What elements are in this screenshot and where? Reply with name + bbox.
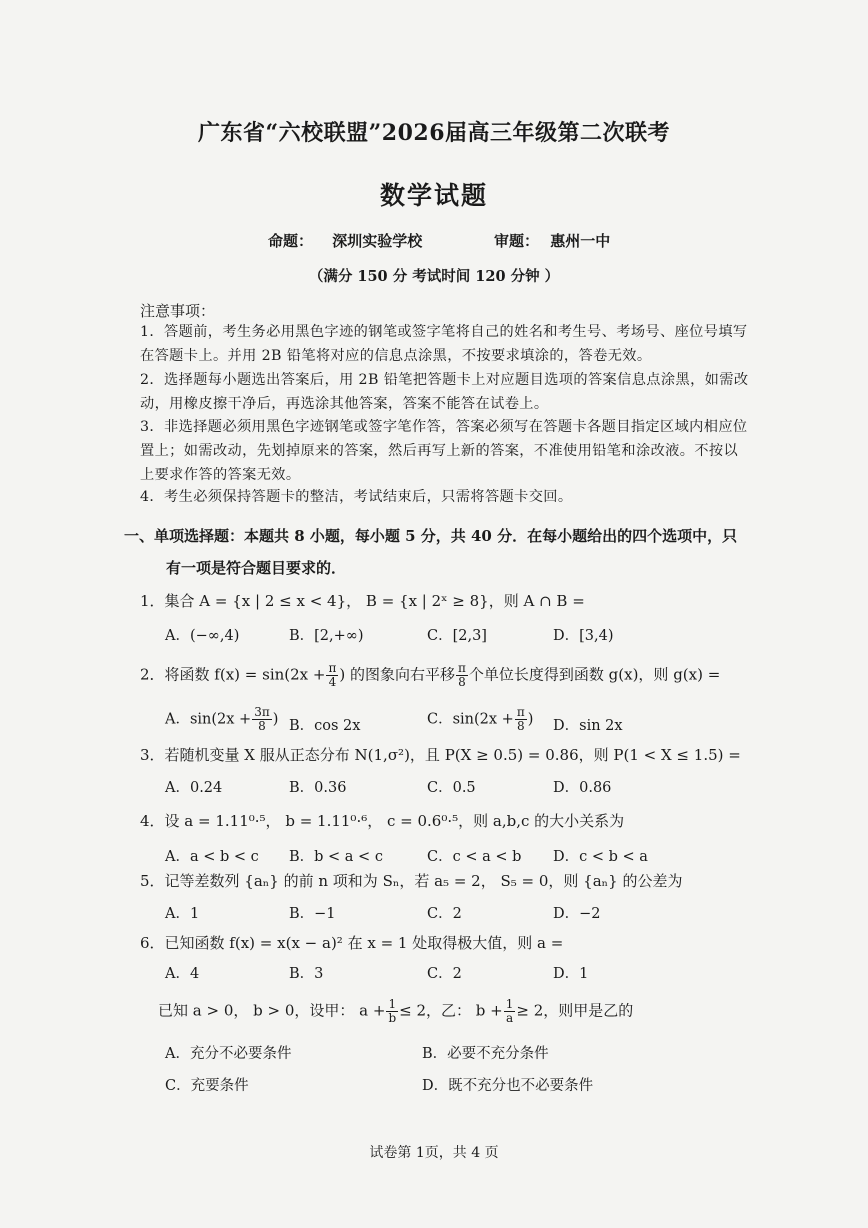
author-label: 命题： bbox=[268, 232, 314, 250]
option-a: A．1 bbox=[165, 906, 200, 922]
section-heading-line2: 有一项是符合题目要求的． bbox=[166, 559, 347, 577]
option-b: B．0.36 bbox=[289, 780, 347, 796]
option-b: B．b < a < c bbox=[289, 849, 383, 865]
fraction bbox=[386, 998, 398, 1025]
option-c: C．c < a < b bbox=[427, 849, 522, 865]
frac-den: a bbox=[505, 1011, 514, 1025]
notice-item: 2．选择题每小题选出答案后，用 2B 铅笔把答题卡上对应题目选项的答案信息点涂黑，如需改动，用橡皮擦干净后，再选涂其他答案，答案不能答在试卷上。 bbox=[140, 372, 749, 412]
notice-heading: 注意事项： bbox=[140, 302, 216, 320]
option-a bbox=[165, 706, 278, 733]
notice-item: 4．考生必须保持答题卡的整洁，考试结束后，只需将答题卡交回。 bbox=[140, 489, 573, 505]
option-d: D．既不充分也不必要条件 bbox=[422, 1078, 594, 1094]
frac-num: π bbox=[516, 705, 525, 719]
option-c: C．2 bbox=[427, 906, 462, 922]
section-heading bbox=[124, 520, 754, 584]
reviewer-line bbox=[494, 230, 610, 251]
option-text: C．sin(2x + bbox=[427, 711, 514, 728]
exam-title: 广东省“六校联盟”2026届高三年级第二次联考 bbox=[197, 120, 671, 146]
stem-text: 个单位长度得到函数 g(x)，则 g(x) = bbox=[468, 665, 721, 684]
option-d: D．1 bbox=[553, 966, 589, 982]
option-b: B．cos 2x bbox=[289, 718, 361, 734]
fraction bbox=[515, 706, 527, 733]
fraction bbox=[252, 706, 272, 733]
option-c bbox=[427, 706, 533, 733]
author-line bbox=[268, 230, 422, 251]
option-d: D．c < b < a bbox=[553, 849, 648, 865]
question-3-stem: 3．若随机变量 X 服从正态分布 N(1,σ²)，且 P(X ≥ 0.5) = 0.86，则 P(1 < X ≤ 1.5) = bbox=[140, 746, 741, 764]
option-b: B．−1 bbox=[289, 906, 336, 922]
frac-den: 8 bbox=[516, 719, 525, 733]
frac-den: b bbox=[388, 1011, 397, 1025]
stem-text: ≤ 2，乙： b + bbox=[399, 1001, 503, 1020]
option-text: A．sin(2x + bbox=[165, 711, 252, 728]
question-4-stem: 4．设 a = 1.11⁰·⁵， b = 1.11⁰·⁶， c = 0.6⁰·⁵，则 a,b,c 的大小关系为 bbox=[140, 812, 625, 830]
notice-item: 1．答题前，考生务必用黑色字迹的钢笔或签字笔将自己的姓名和考生号、考场号、座位号填写在答题卡上。并用 2B 铅笔将对应的信息点涂黑，不按要求填涂的，答卷无效。 bbox=[140, 324, 748, 364]
question-6-stem: 6．已知函数 f(x) = x(x − a)² 在 x = 1 处取得极大值，则 a = bbox=[140, 934, 564, 952]
notice-item: 3．非选择题必须用黑色字迹钢笔或签字笔作答，答案必须写在答题卡各题目指定区域内相应位置上；如需改动，先划掉原来的答案，然后再写上新的答案，不准使用铅笔和涂改液。不按以上要求作答的答案无效。 bbox=[140, 419, 748, 483]
option-d: D．0.86 bbox=[553, 780, 612, 796]
option-a: A．0.24 bbox=[165, 780, 223, 796]
reviewer-name: 惠州一中 bbox=[550, 232, 611, 250]
author-name: 深圳实验学校 bbox=[332, 232, 423, 250]
frac-num: π bbox=[328, 661, 337, 675]
option-a: A．(−∞,4) bbox=[165, 628, 240, 644]
frac-num: 1 bbox=[505, 997, 514, 1011]
question-7-stem bbox=[158, 998, 633, 1025]
option-c: C．0.5 bbox=[427, 780, 476, 796]
option-text: ) bbox=[272, 711, 279, 728]
option-d: D．[3,4) bbox=[553, 628, 614, 644]
frac-num: 3π bbox=[254, 705, 270, 719]
option-b: B．[2,+∞) bbox=[289, 628, 364, 644]
option-text: ) bbox=[527, 711, 534, 728]
option-a: A．充分不必要条件 bbox=[165, 1046, 292, 1062]
section-heading-line1: 一、单项选择题：本题共 8 小题，每小题 5 分，共 40 分．在每小题给出的四个选项中，只 bbox=[124, 527, 738, 545]
question-1-stem: 1．集合 A = {x | 2 ≤ x < 4}， B = {x | 2ˣ ≥ 8}，则 A ∩ B = bbox=[140, 592, 585, 610]
option-d: D．sin 2x bbox=[553, 718, 623, 734]
option-b: B．必要不充分条件 bbox=[422, 1046, 549, 1062]
fraction bbox=[326, 662, 338, 689]
option-a: A．4 bbox=[165, 966, 200, 982]
option-b: B．3 bbox=[289, 966, 324, 982]
frac-den: 4 bbox=[328, 675, 337, 689]
frac-den: 8 bbox=[458, 675, 466, 689]
question-2-stem bbox=[140, 662, 720, 689]
stem-text: 已知 a > 0， b > 0，设甲： a + bbox=[158, 1001, 386, 1020]
option-c: C．充要条件 bbox=[165, 1078, 249, 1094]
stem-text: ) 的图象向右平移 bbox=[339, 665, 455, 684]
option-a: A．a < b < c bbox=[165, 849, 259, 865]
stem-text: ≥ 2，则甲是乙的 bbox=[516, 1001, 634, 1020]
fraction bbox=[456, 662, 468, 689]
option-d: D．−2 bbox=[553, 906, 601, 922]
page-footer: 试卷第 1页，共 4 页 bbox=[369, 1145, 499, 1161]
frac-num: π bbox=[458, 661, 466, 675]
reviewer-label: 审题： bbox=[494, 232, 540, 250]
frac-num: 1 bbox=[386, 998, 398, 1012]
fraction bbox=[504, 998, 516, 1025]
option-c: C．[2,3] bbox=[427, 628, 487, 644]
option-c: C．2 bbox=[427, 966, 462, 982]
question-5-stem: 5．记等差数列 {aₙ} 的前 n 项和为 Sₙ，若 a₅ = 2， S₅ = 0，则 {aₙ} 的公差为 bbox=[140, 872, 683, 890]
subject-title: 数学试题 bbox=[379, 181, 488, 210]
frac-den: 8 bbox=[258, 719, 266, 733]
stem-text: 2．将函数 f(x) = sin(2x + bbox=[140, 665, 326, 684]
score-time-line: （满分 150 分 考试时间 120 分钟 ） bbox=[308, 268, 560, 285]
